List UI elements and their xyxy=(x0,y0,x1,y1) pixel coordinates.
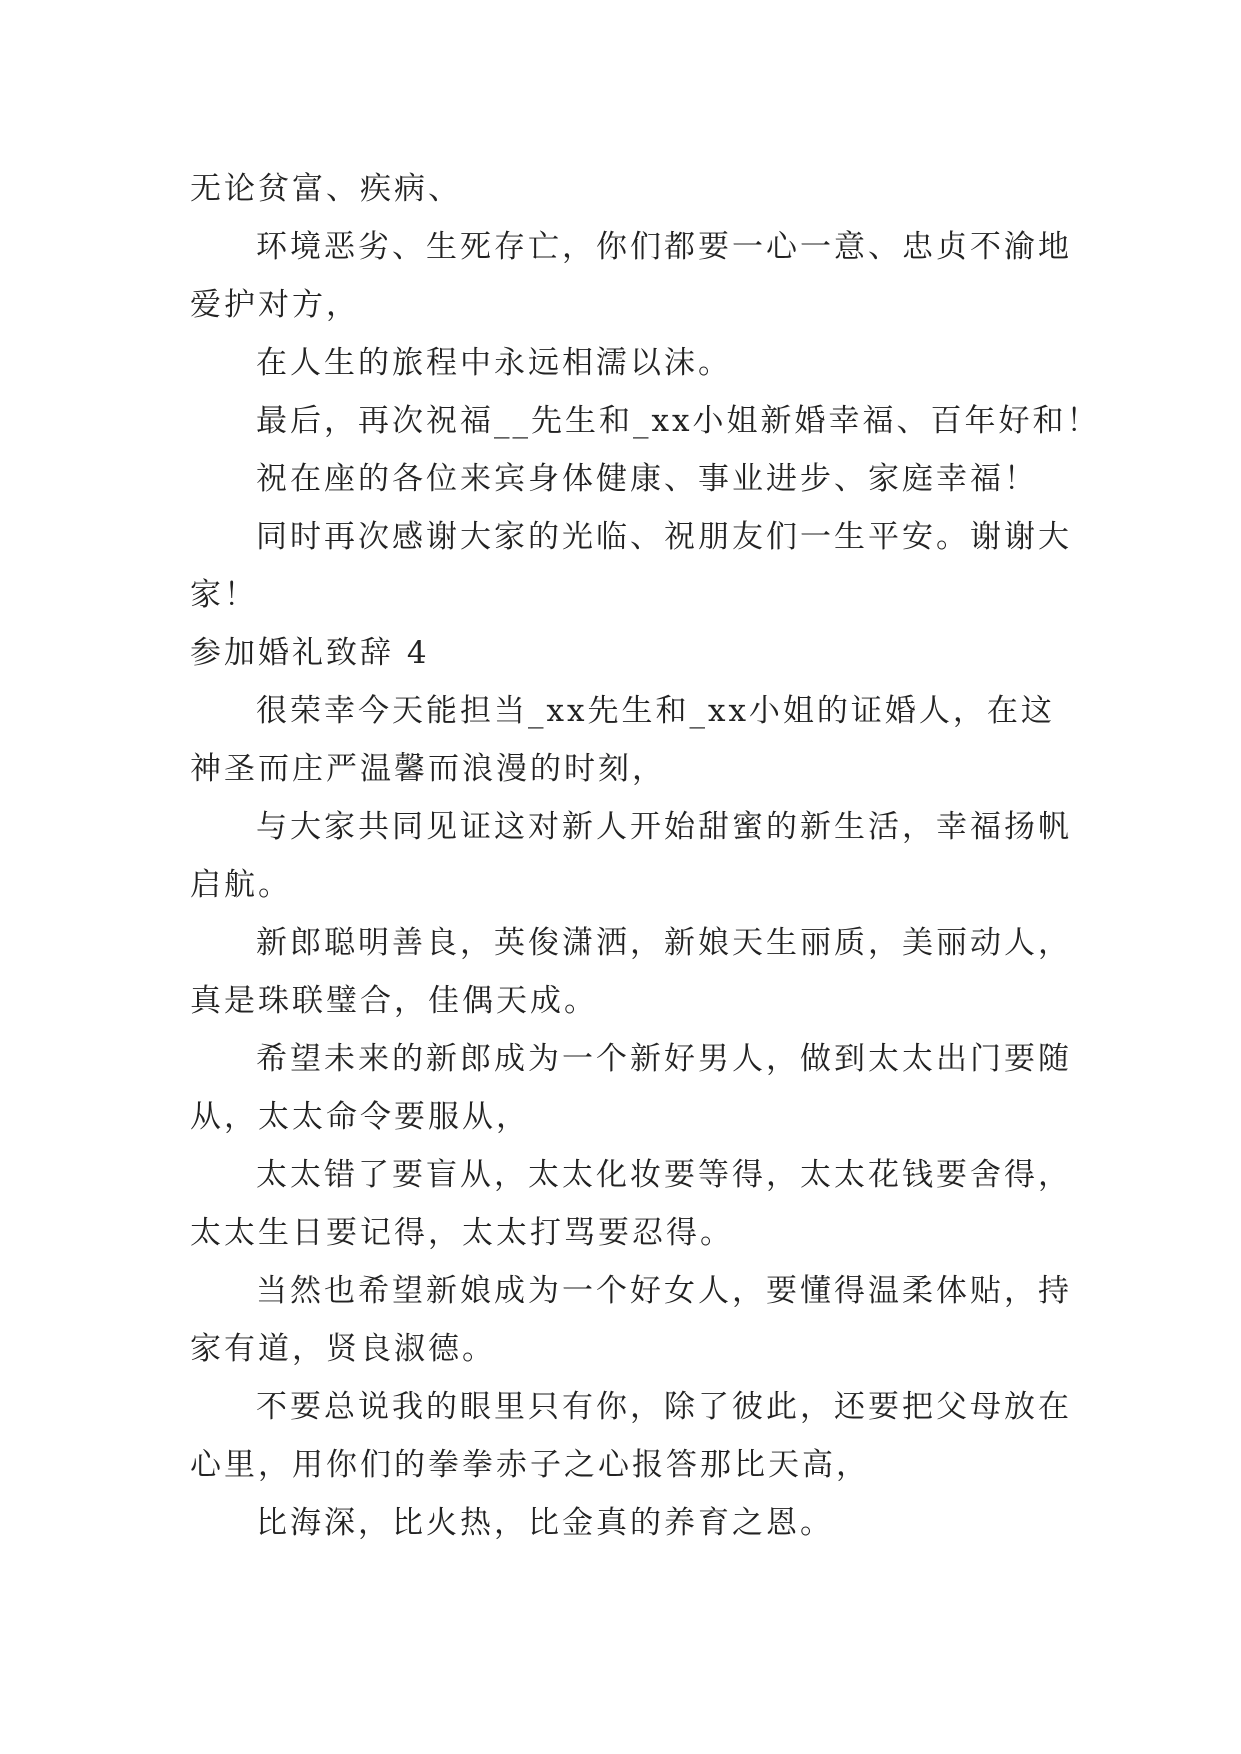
text-line: 环境恶劣、生死存亡，你们都要一心一意、忠贞不渝地 xyxy=(256,229,1072,265)
text-line: 与大家共同见证这对新人开始甜蜜的新生活，幸福扬帆 xyxy=(256,809,1072,845)
text-line: 同时再次感谢大家的光临、祝朋友们一生平安。谢谢大 xyxy=(256,519,1072,555)
text-line: 很荣幸今天能担当_xx先生和_xx小姐的证婚人，在这 xyxy=(256,693,1055,729)
text-line: 神圣而庄严温馨而浪漫的时刻， xyxy=(190,751,666,787)
text-line: 新郎聪明善良，英俊潇洒，新娘天生丽质，美丽动人， xyxy=(256,925,1072,961)
text-line: 在人生的旅程中永远相濡以沫。 xyxy=(256,345,732,381)
text-line: 太太生日要记得，太太打骂要忍得。 xyxy=(190,1215,734,1251)
text-line: 心里，用你们的拳拳赤子之心报答那比天高， xyxy=(190,1447,870,1483)
text-line: 太太错了要盲从，太太化妆要等得，太太花钱要舍得， xyxy=(256,1157,1072,1193)
text-line: 真是珠联璧合，佳偶天成。 xyxy=(190,983,598,1019)
text-line: 当然也希望新娘成为一个好女人，要懂得温柔体贴，持 xyxy=(256,1273,1072,1309)
text-line: 启航。 xyxy=(190,867,292,903)
text-line: 希望未来的新郎成为一个新好男人，做到太太出门要随 xyxy=(256,1041,1072,1077)
text-line: 爱护对方， xyxy=(190,287,360,323)
text-line: 比海深，比火热，比金真的养育之恩。 xyxy=(256,1505,834,1541)
text-line: 无论贫富、疾病、 xyxy=(190,171,462,207)
document-body xyxy=(190,160,1101,1552)
text-line: 家！ xyxy=(190,577,258,613)
text-line: 不要总说我的眼里只有你，除了彼此，还要把父母放在 xyxy=(256,1389,1072,1425)
text-line: 从，太太命令要服从， xyxy=(190,1099,530,1135)
text-line: 家有道，贤良淑德。 xyxy=(190,1331,496,1367)
text-line: 祝在座的各位来宾身体健康、事业进步、家庭幸福！ xyxy=(256,461,1038,497)
section-heading: 参加婚礼致辞 4 xyxy=(190,635,430,671)
text-line: 最后，再次祝福__先生和_xx小姐新婚幸福、百年好和！ xyxy=(256,403,1101,439)
